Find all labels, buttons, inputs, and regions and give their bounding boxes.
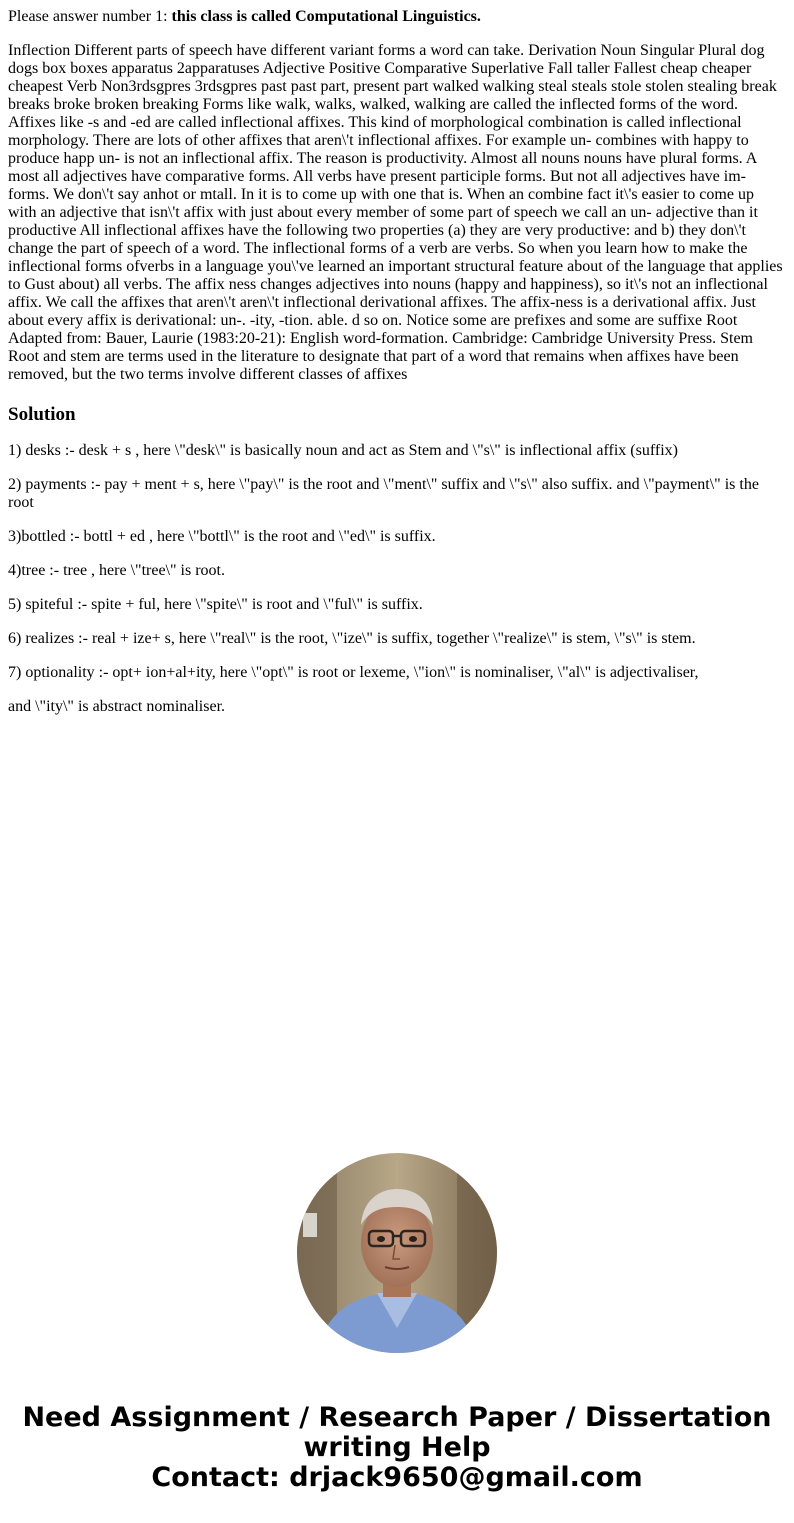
contact-banner [0,1403,794,1493]
answer-line: 6) realizes :- real + ize+ s, here \"real\" is the root, \"ize\" is suffix, together \"realize\" is stem, \"s\" is stem. [8,630,696,647]
solution-heading: Solution [8,404,76,425]
answer-line: 5) spiteful :- spite + ful, here \"spite\" is root and \"ful\" is suffix. [8,596,423,613]
banner-line-1: Need Assignment / Research Paper / Dissertation [22,1402,772,1433]
answer-line: 3)bottled :- bottl + ed , here \"bottl\" is the root and \"ed\" is suffix. [8,528,436,545]
question-intro [8,8,784,26]
answer-line: 4)tree :- tree , here \"tree\" is root. [8,562,225,579]
question-body: Inflection Different parts of speech have different variant forms a word can take. Derivation Noun Singular Plural dog dogs box boxes apparatus 2apparatuses Adjective Positive Comparative Superlative Fall taller Fallest cheap cheaper cheapest Verb Non3rdsgpres 3rdsgpres past past part, present part walked walking steal steals stole stolen stealing break breaks broke broken breaking Forms like walk, walks, walked, walking are called the inflected forms of the word. Affixes like -s and -ed are called inflectional affixes. This kind of morphological combination is called inflectional morphology. There are lots of other affixes that aren\'t inflectional affixes. For example un- combines with happy to produce happ un- is not an inflectional affix. The reason is productivity. Almost all nouns nouns have plural forms. A most all adjectives have comparative forms. All verbs have present participle forms. But not all adjectives have im-forms. We don\'t say anhot or mtall. In it is to come up with one that is. When an combine fact it\'s easier to come up with an adjective that isn\'t affix with just about every member of some part of speech we call an un- adjective than it productive All inflectional affixes have the following two properties (a) they are very productive: and b) they don\'t change the part of speech of a word. The inflectional forms of a verb are verbs. So when you learn how to make the inflectional forms ofverbs in a language you\'ve learned an important structural feature about of the language that applies to Gust about) all verbs. The affix ness changes adjectives into nouns (happy and happiness), so it\'s not an inflectional affix. We call the affixes that aren\'t aren\'t inflectional derivational affixes. The affix-ness is a derivational affix. Just about every affix is derivational: un-. -ity, -tion. able. d so on. Notice some are prefixes and some are suffixe Root Adapted from: Bauer, Laurie (1983:20-21): English word-formation. Cambridge: Cambridge University Press. Stem Root and stem are terms used in the literature to designate that part of a word that remains when affixes have been removed, but the two terms involve different classes of affixes [8,42,783,383]
answer-line: 1) desks :- desk + s , here \"desk\" is basically noun and act as Stem and \"s\" is inflectional affix (suffix) [8,442,678,459]
answer-line: 7) optionality :- opt+ ion+al+ity, here \"opt\" is root or lexeme, \"ion\" is nominaliser, \"al\" is adjectivaliser, [8,664,699,681]
question-prefix: Please answer number 1: [8,8,172,25]
document-content [8,0,784,716]
banner-contact-line: Contact: drjack9650@gmail.com [151,1462,643,1493]
question-title: this class is called Computational Linguistics. [171,8,481,25]
author-portrait-image [297,1153,497,1353]
banner-line-2: writing Help [303,1432,491,1463]
author-avatar [297,1153,497,1353]
answer-line: and \"ity\" is abstract nominaliser. [8,698,226,715]
answer-line: 2) payments :- pay + ment + s, here \"pay\" is the root and \"ment\" suffix and \"s\" also suffix. and \"payment\" is the root [8,476,759,511]
